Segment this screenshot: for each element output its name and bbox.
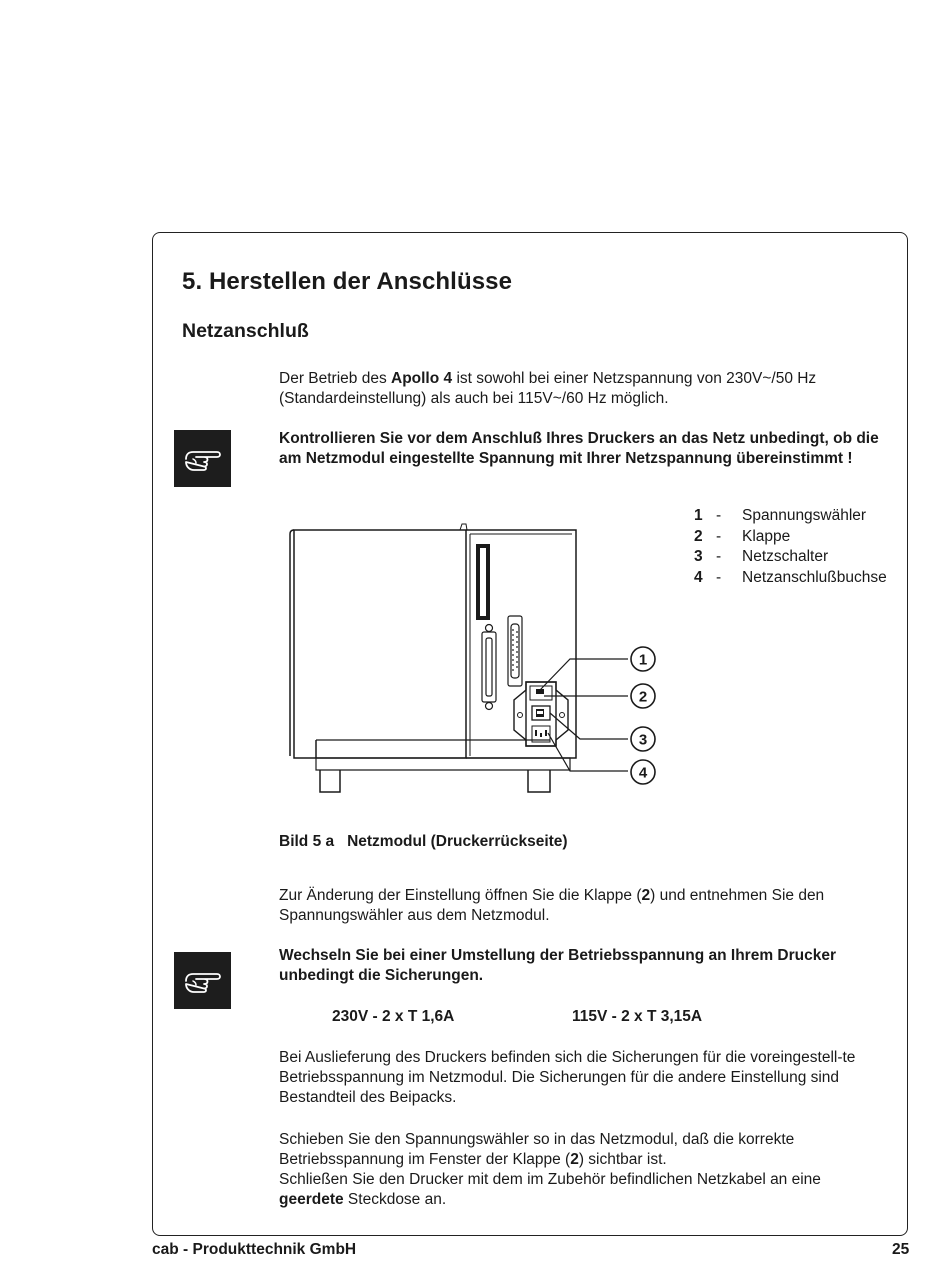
- callout-2: 2: [638, 688, 648, 706]
- callout-1: 1: [638, 651, 648, 669]
- change-setting-paragraph: Zur Änderung der Einstellung öffnen Sie die Klappe (2) und entnehmen Sie den Spannungswähler aus dem Netzmodul.: [279, 887, 825, 924]
- footer-company: cab - Produkttechnik GmbH: [152, 1241, 357, 1258]
- section-title: 5. Herstellen der Anschlüsse: [182, 268, 513, 295]
- intro-text-rest: ist sowohl bei einer Netzspannung von 230V~/50 Hz (Standardeinstellung) als auch bei 115V~/60 Hz möglich.: [279, 370, 817, 407]
- printer-rear-illustration: [280, 520, 680, 800]
- legend-item: 3 - Netzschalter: [694, 548, 829, 565]
- pointing-hand-icon: [174, 952, 231, 1009]
- fuse-115v: 115V - 2 x T 3,15A: [572, 1008, 703, 1025]
- delivery-paragraph: Bei Auslieferung des Druckers befinden sich die Sicherungen für die voreingestell-te Betriebsspannung im Netzmodul. Die Sicherungen für die andere Einstellung sind Bestandteil des Beipacks.: [279, 1049, 856, 1106]
- legend-item: 4 - Netzanschlußbuchse: [694, 568, 887, 586]
- callout-3: 3: [638, 731, 648, 749]
- callout-4: 4: [638, 764, 648, 782]
- product-name: Apollo 4: [391, 370, 453, 387]
- page-number: 25: [892, 1241, 910, 1258]
- legend-item: 1 - Spannungswähler: [694, 507, 867, 524]
- warning-check-voltage: Kontrollieren Sie vor dem Anschluß Ihres Druckers an das Netz unbedingt, ob die am Netzmodul eingestellte Spannung mit Ihrer Netzspannung übereinstimmt !: [279, 430, 879, 467]
- warning-change-fuses: Wechseln Sie bei einer Umstellung der Betriebsspannung an Ihrem Drucker unbedingt die Sicherungen.: [279, 947, 837, 984]
- subsection-title: Netzanschluß: [182, 320, 309, 342]
- figure-caption: Bild 5 a Netzmodul (Druckerrückseite): [279, 833, 568, 850]
- slide-selector-paragraph: Schieben Sie den Spannungswähler so in das Netzmodul, daß die korrekte Betriebsspannung im Fenster der Klappe (2) sichtbar ist. Schließen Sie den Drucker mit dem im Zubehör befindlichen Netzkabel an eine geerdete Steckdose an.: [279, 1131, 821, 1208]
- legend-list: [694, 506, 887, 588]
- intro-text: Der Betrieb des: [279, 370, 391, 387]
- fuse-230v: 230V - 2 x T 1,6A: [332, 1008, 455, 1025]
- intro-paragraph: [279, 369, 899, 409]
- pointing-hand-icon: [174, 430, 231, 487]
- legend-item: 2 - Klappe: [694, 527, 791, 545]
